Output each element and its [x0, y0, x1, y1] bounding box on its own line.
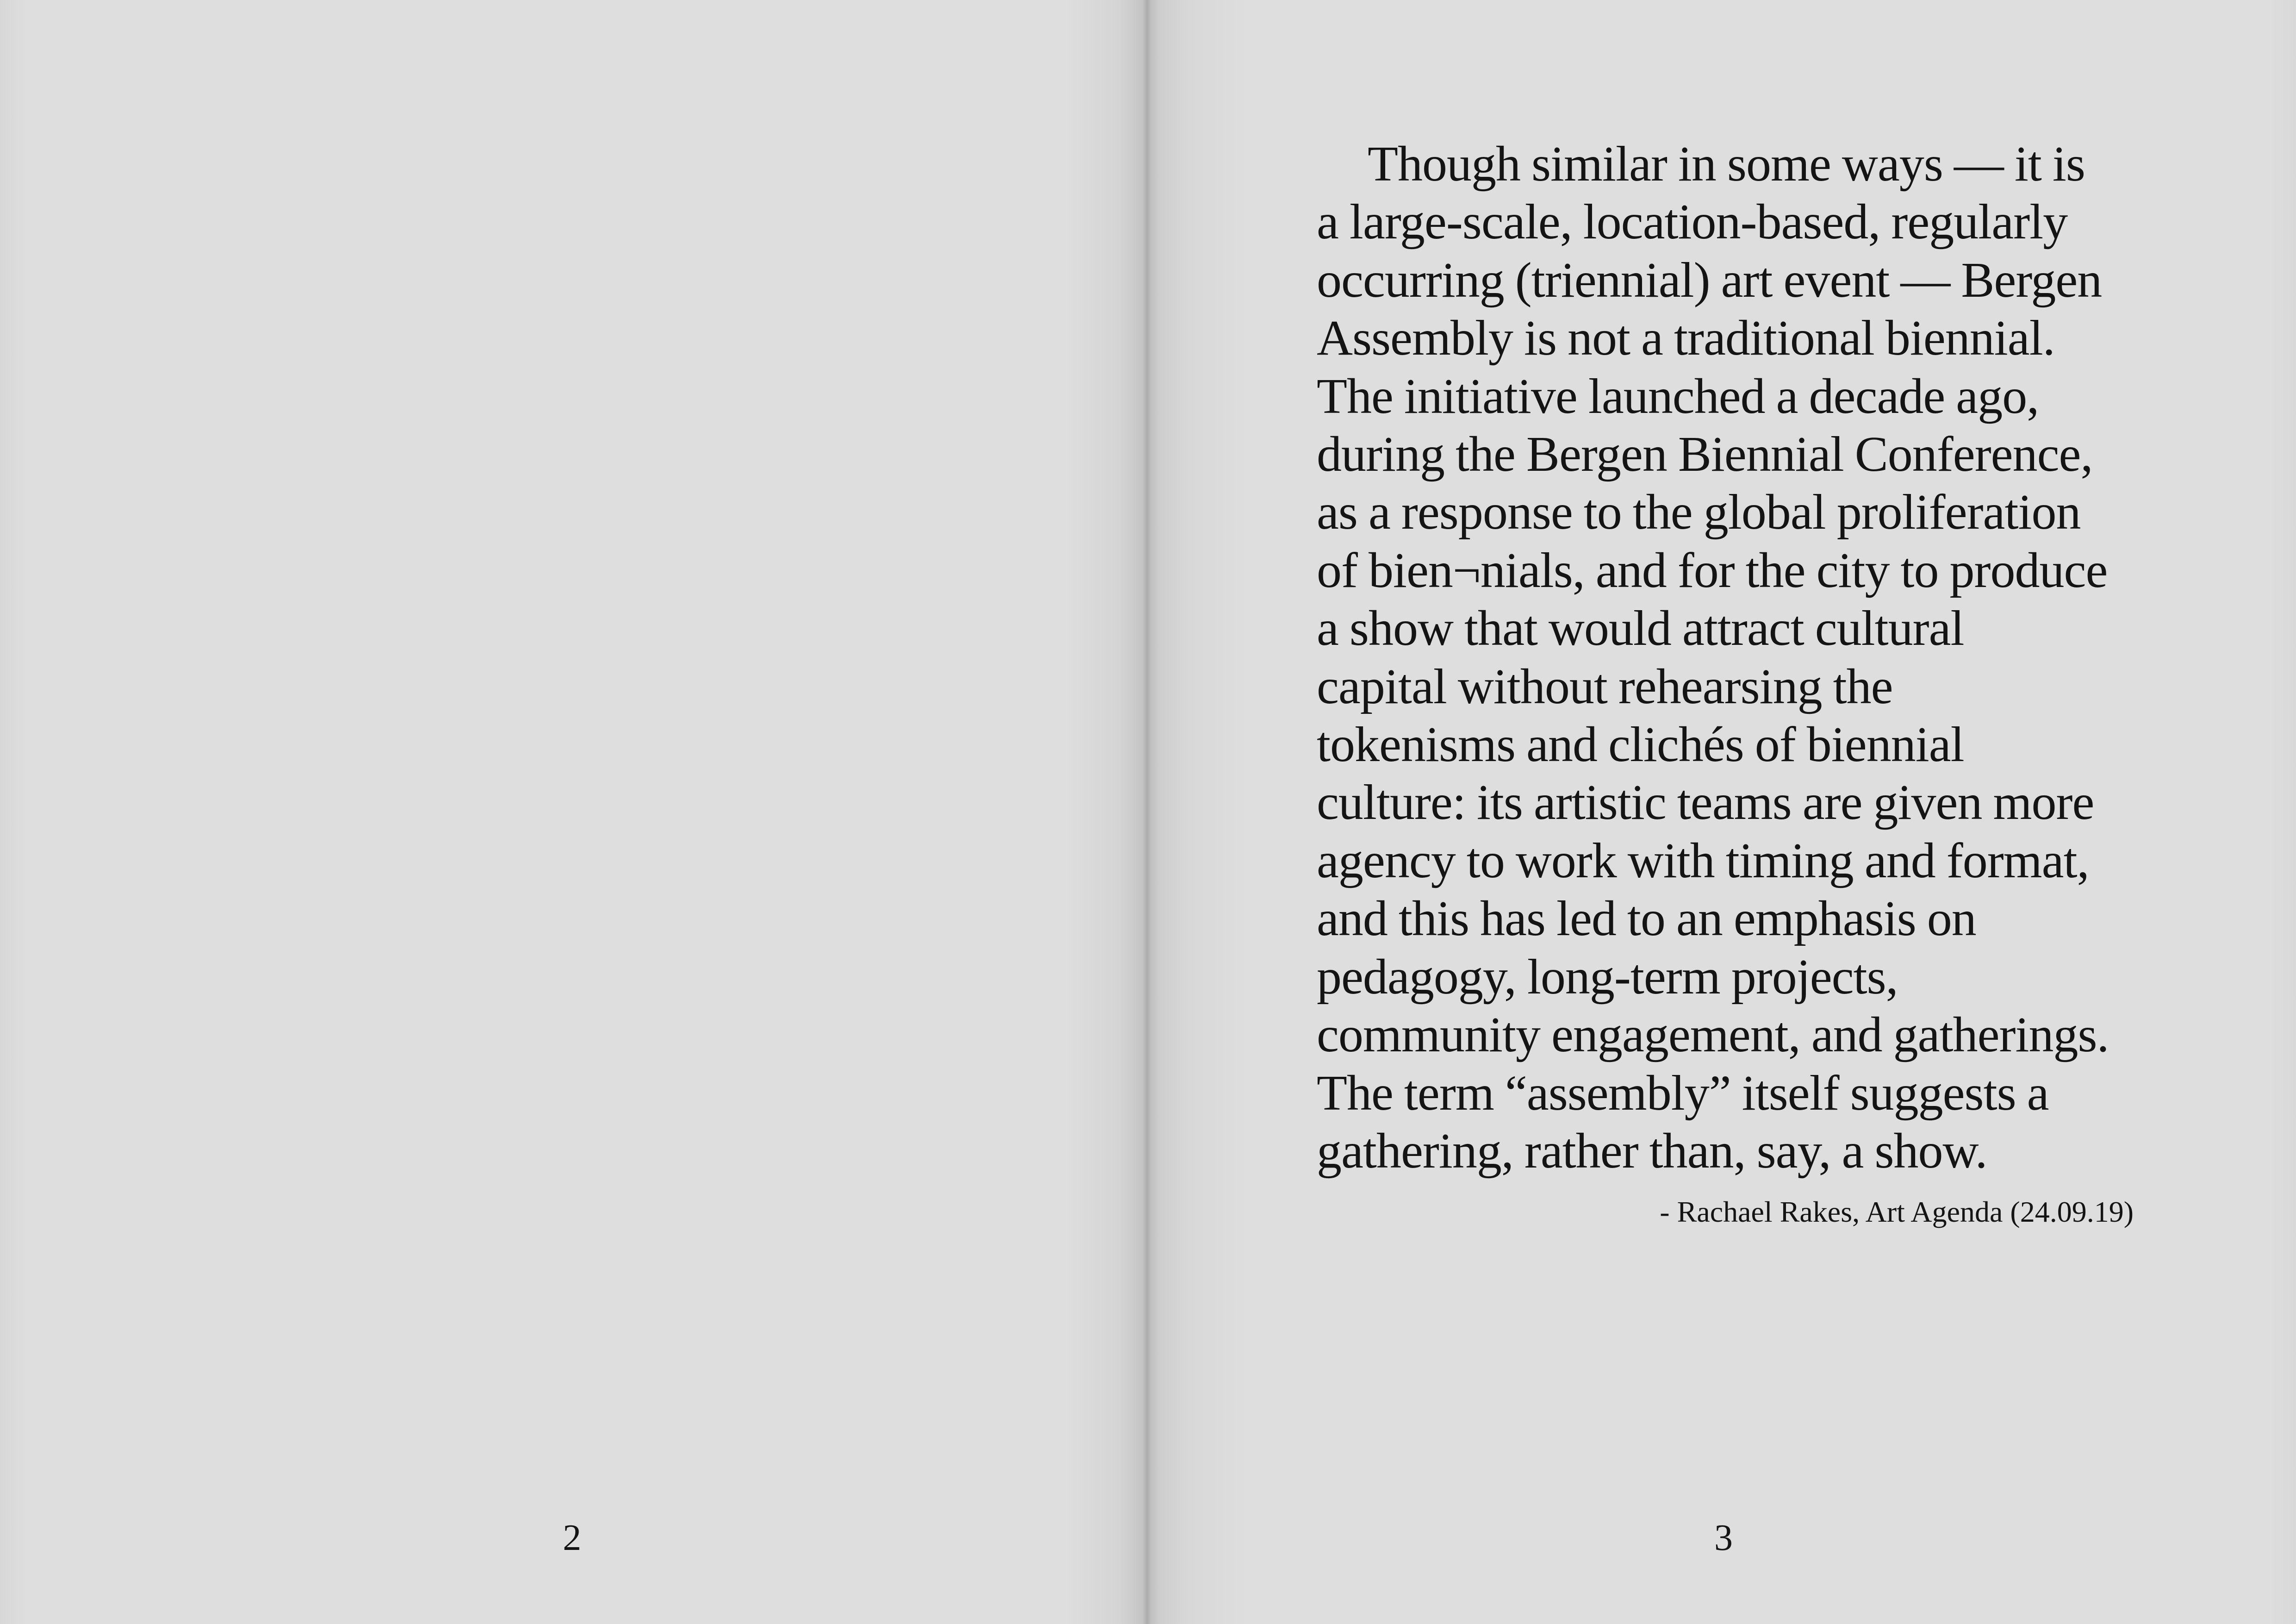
quote-line: gathering, rather than, say, a show. [1317, 1123, 1987, 1179]
page-number-right: 3 [1714, 1518, 1733, 1558]
quote-line: community engagement, and gatherings. [1317, 1007, 2109, 1063]
quote-line: a show that would attract cultural [1317, 601, 1964, 656]
quote-line: The term “assembly” itself suggests a [1317, 1065, 2049, 1121]
quote-line: pedagogy, long-term projects, [1317, 949, 1898, 1005]
quote-paragraph [1317, 135, 2150, 1180]
quote-line: agency to work with timing and format, [1317, 833, 2089, 888]
quote-line: Assembly is not a traditional biennial. [1317, 311, 2055, 366]
quote-line: of bien¬nials, and for the city to produce [1317, 543, 2108, 598]
quote-line: a large-scale, location-based, regularly [1317, 194, 2068, 250]
quote-line: capital without rehearsing the [1317, 659, 1893, 714]
quote-line: Though similar in some ways — it is [1368, 137, 2085, 192]
quote-line: occurring (triennial) art event — Bergen [1317, 252, 2102, 308]
quote-line: culture: its artistic teams are given more [1317, 775, 2094, 831]
quote-line: The initiative launched a decade ago, [1317, 369, 2039, 424]
quote-line: as a response to the global proliferation [1317, 485, 2081, 540]
quote-attribution: - Rachael Rakes, Art Agenda (24.09.19) [1660, 1195, 2134, 1228]
quote-line: tokenisms and clichés of biennial [1317, 717, 1964, 773]
book-gutter [1142, 0, 1151, 1624]
quote-line: and this has led to an emphasis on [1317, 891, 1976, 947]
quote-line: during the Bergen Biennial Conference, [1317, 427, 2093, 482]
page-number-left: 2 [563, 1518, 581, 1558]
